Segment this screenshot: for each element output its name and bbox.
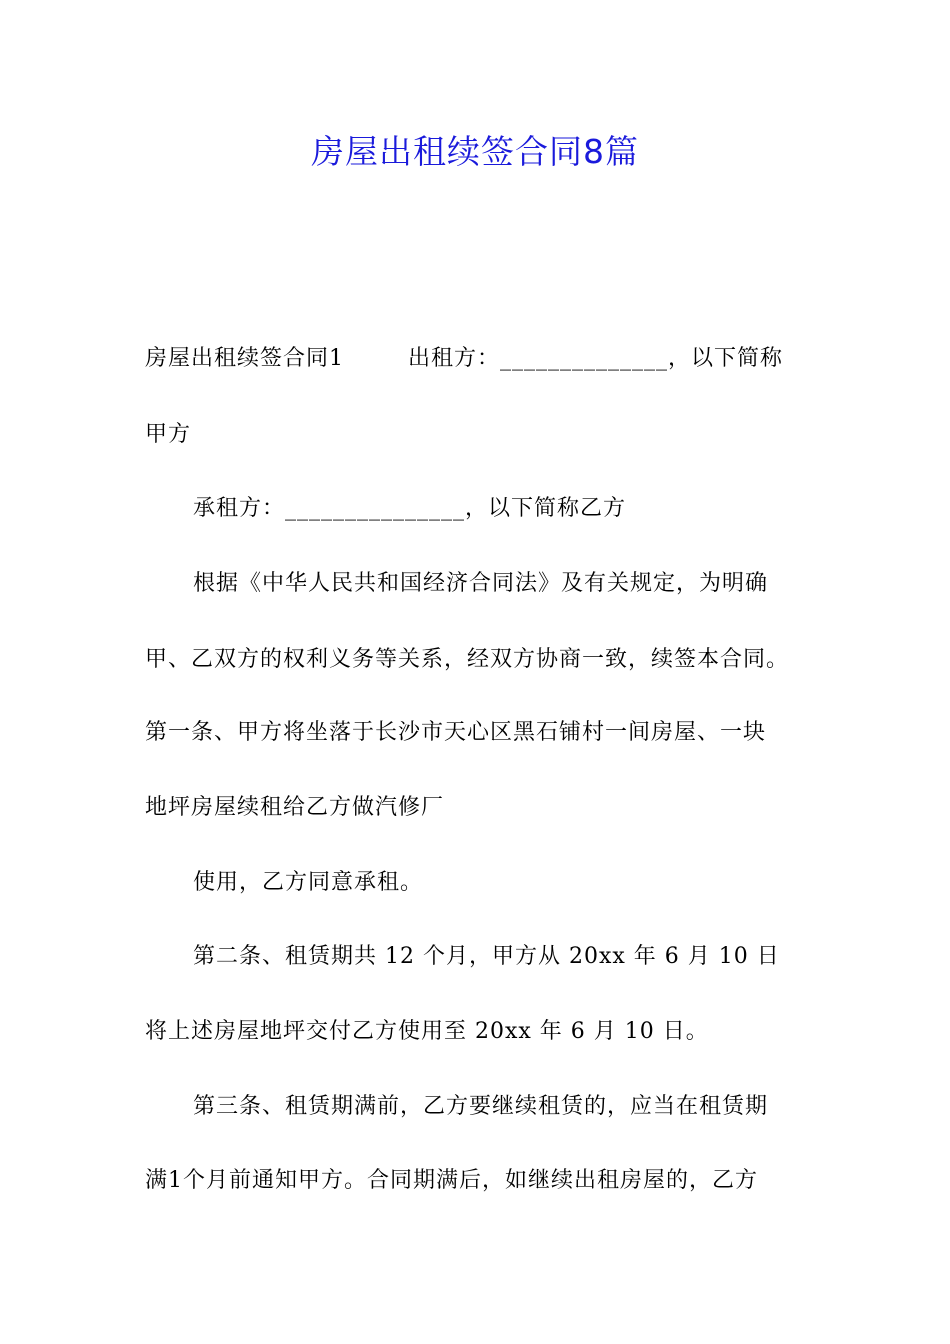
- text-line: 将上述房屋地坪交付乙方使用至 20xx 年 6 月 10 日。: [145, 1019, 709, 1044]
- paragraph-line: 根据《中华人民共和国经济合同法》及有关规定，为明确: [193, 571, 769, 596]
- text-line: 甲、乙双方的权利义务等关系，经双方协商一致，续签本合同。: [145, 647, 790, 672]
- article-three-line: 第三条、租赁期满前，乙方要继续租赁的，应当在租赁期: [193, 1094, 769, 1119]
- text-line: 甲方: [145, 422, 192, 447]
- text-line: 地坪房屋续租给乙方做汽修厂: [145, 795, 445, 820]
- article-two-line: 第二条、租赁期共 12 个月，甲方从 20xx 年 6 月 10 日: [193, 944, 780, 969]
- lessee-line: 承租方：_______________，以下简称乙方: [193, 496, 627, 521]
- document-title: 房屋出租续签合同8篇: [311, 132, 639, 171]
- text-line: 使用，乙方同意承租。: [193, 870, 424, 895]
- text-line: 满1个月前通知甲方。合同期满后，如继续出租房屋的，乙方: [145, 1168, 758, 1193]
- contract-heading-lessor-line: 房屋出租续签合同1 出租方：______________，以下简称: [145, 346, 783, 371]
- article-one-line: 第一条、甲方将坐落于长沙市天心区黑石铺村一间房屋、一块: [145, 720, 767, 745]
